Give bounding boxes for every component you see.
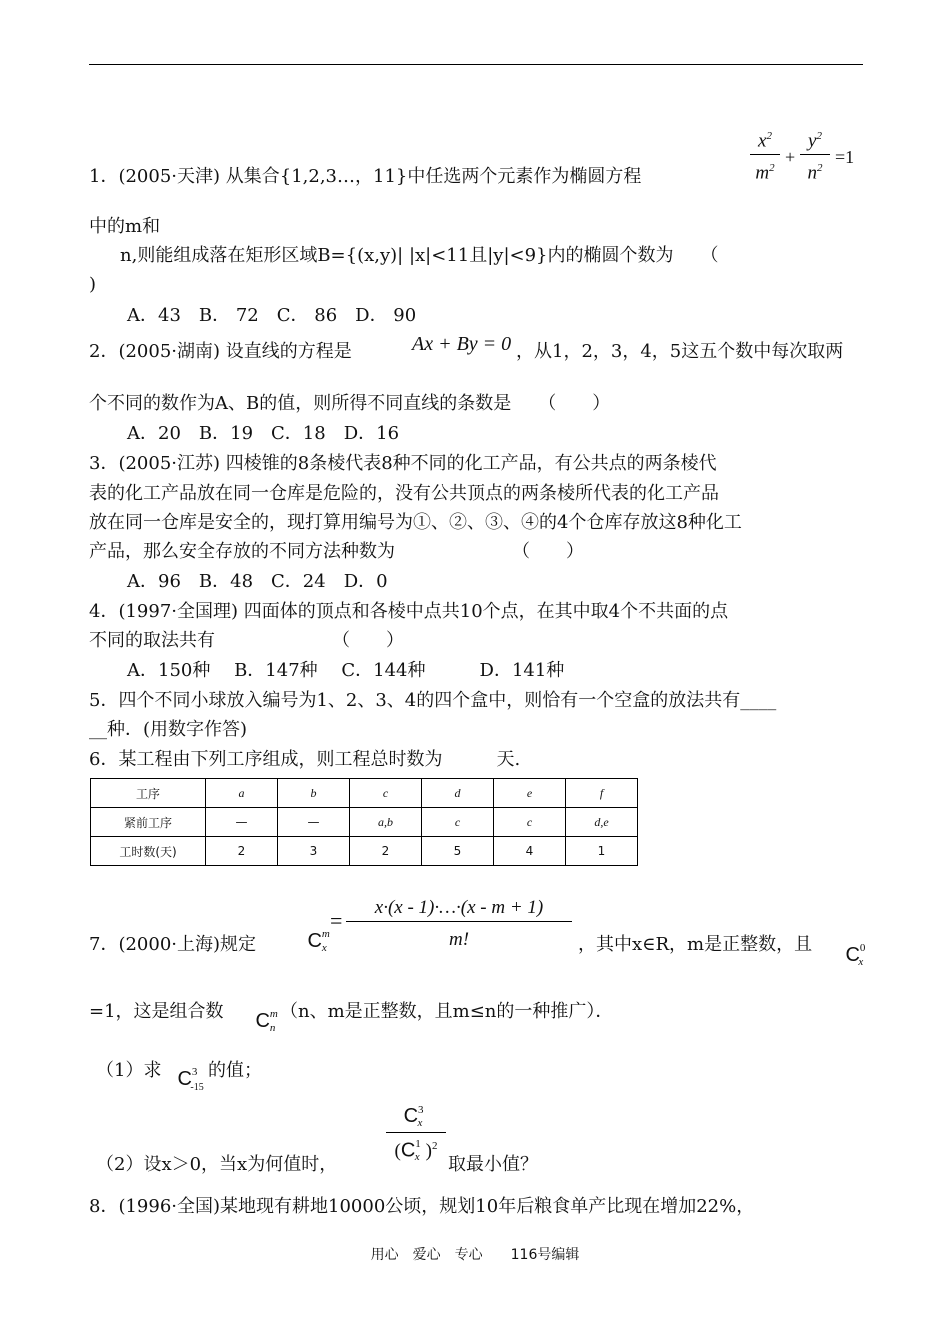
q5-line1: 5．四个不同小球放入编号为1、2、3、4的四个盒中，则恰有一个空盒的放法共有____	[89, 690, 777, 711]
q1-line1: 1．(2005·天津) 从集合{1,2,3…，11}中任选两个元素作为椭圆方程	[89, 166, 642, 187]
q7-part2a: （2）设x＞0，当x为何值时，	[96, 1154, 338, 1175]
q7-c0x: $C^0_x$	[845, 942, 866, 968]
q3-line1: 3．(2005·江苏) 四棱锥的8条棱代表8种不同的化工产品，有公共点的两条棱代	[89, 453, 717, 474]
q2-suffix: ，从1，2，3，4，5这五个数中每次取两	[516, 341, 844, 362]
header-rule	[89, 64, 863, 65]
table-row	[91, 808, 638, 837]
table-cell: e	[494, 779, 566, 808]
table-cell: 2	[206, 837, 278, 866]
table-cell: 紧前工序	[91, 808, 206, 837]
q1-fraction-y: $y^2$ $n^2$	[800, 124, 830, 186]
table-cell: d	[422, 779, 494, 808]
q3-line4: 产品，那么安全存放的不同方法种数为 （ ）	[89, 541, 584, 562]
table-cell: a	[206, 779, 278, 808]
q3-line2: 表的化工产品放在同一仓库是危险的，没有公共顶点的两条棱所代表的化工产品	[89, 483, 719, 504]
table-cell: d,e	[566, 808, 638, 837]
q2-prefix: 2．(2005·湖南) 设直线的方程是	[89, 341, 352, 362]
q7-ratio-fraction: $C^3_x$ ($C^1_x$ )$^2$	[386, 1104, 446, 1165]
table-cell: 3	[278, 837, 350, 866]
table-cell: —	[278, 808, 350, 837]
q7-line2a: =1，这是组合数	[89, 1001, 224, 1022]
q7-cmn: $C^m_n$	[255, 1008, 278, 1034]
table-cell: c	[422, 808, 494, 837]
table-cell: —	[206, 808, 278, 837]
table-cell: c	[494, 808, 566, 837]
table-cell: b	[278, 779, 350, 808]
table-cell: f	[566, 779, 638, 808]
table-cell: a,b	[350, 808, 422, 837]
q5-line2: __种．(用数字作答)	[89, 719, 248, 740]
q7-definition-fraction: x·(x - 1)·…·(x - m + 1) m!	[346, 896, 572, 952]
table-cell: 5	[422, 837, 494, 866]
q4-line2: 不同的取法共有 （ ）	[89, 630, 404, 651]
q3-line3: 放在同一仓库是安全的，现打算用编号为①、②、③、④的4个仓库存放这8种化工	[89, 512, 742, 533]
table-cell: 1	[566, 837, 638, 866]
q7-combination-symbol: $C^m_x$	[307, 928, 330, 954]
process-table	[90, 778, 638, 866]
q7-part2b: 取最小值？	[448, 1154, 538, 1175]
q1-options: A．43 B． 72 C． 86 D． 90	[127, 305, 417, 326]
q7-suffix: ，其中x∈R，m是正整数，且	[578, 934, 813, 955]
q7-part1a: （1）求	[96, 1060, 162, 1081]
q2-equation: Ax + By = 0	[412, 333, 512, 355]
q8-line1: 8．(1996·全国)某地现有耕地10000公顷，规划10年后粮食单产比现在增加22%，	[89, 1196, 755, 1217]
q1-line4: )	[89, 274, 97, 295]
q2-options: A．20 B．19 C．18 D．16	[127, 423, 400, 444]
q1-eq-rhs: =1	[835, 147, 855, 167]
table-cell: c	[350, 779, 422, 808]
q3-options: A．96 B．48 C．24 D．0	[127, 571, 388, 592]
q7-part1b: 的值；	[208, 1060, 262, 1081]
table-row	[91, 837, 638, 866]
table-cell: 工序	[91, 779, 206, 808]
q1-line2: 中的m和	[89, 216, 161, 237]
q7-prefix: 7．(2000·上海)规定	[89, 934, 257, 955]
q4-line1: 4．(1997·全国理) 四面体的顶点和各棱中点共10个点，在其中取4个不共面的点	[89, 601, 729, 622]
table-cell: 4	[494, 837, 566, 866]
q6-line1: 6．某工程由下列工序组成，则工程总时数为 天.	[89, 749, 521, 770]
q7-line2b: （n、m是正整数，且m≤n的一种推广）．	[280, 1001, 614, 1022]
footer-text: 用心 爱心 专心 116号编辑	[370, 1247, 580, 1263]
q4-options: A．150种 B．147种 C．144种 D．141种	[127, 660, 565, 681]
q7-c3-15: $C^3_{-15}$	[177, 1066, 204, 1093]
table-cell: 2	[350, 837, 422, 866]
q1-line3: n,则能组成落在矩形区域B={(x,y)| |x|<11且|y|<9}内的椭圆个数为 （	[120, 245, 719, 266]
table-cell: 工时数(天)	[91, 837, 206, 866]
q1-fraction-x: $x^2$ $m^2$	[750, 124, 780, 186]
q2-line2: 个不同的数作为A、B的值，则所得不同直线的条数是 （ ）	[89, 393, 611, 414]
table-row	[91, 779, 638, 808]
